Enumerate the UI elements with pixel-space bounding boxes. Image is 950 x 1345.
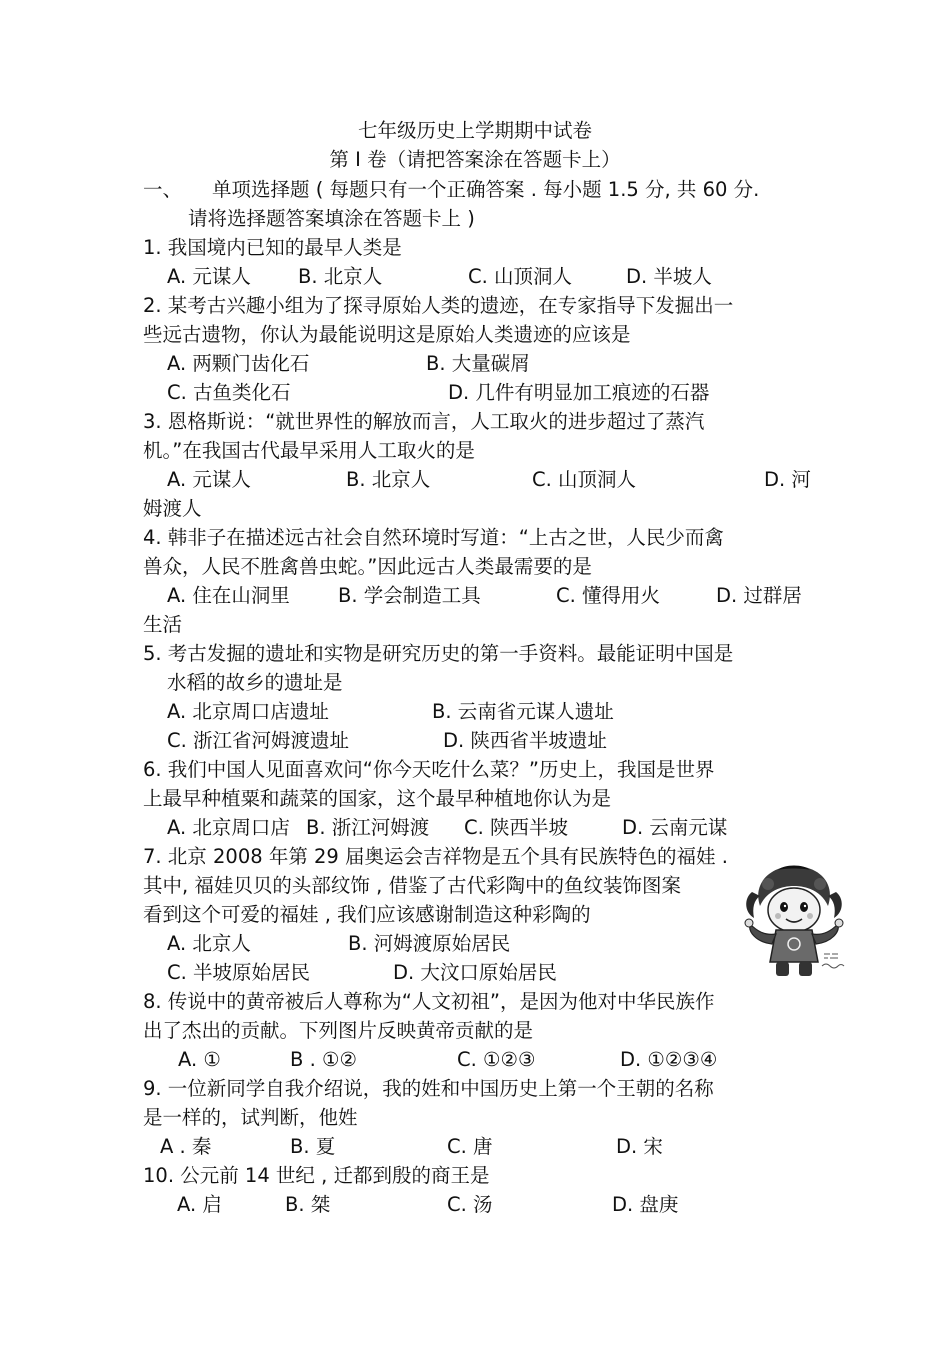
question-2-option-a: A. 两颗门齿化石	[167, 352, 310, 375]
question-3-option-d: D. 河	[764, 468, 811, 491]
question-1-option-a: A. 元谋人	[167, 265, 251, 288]
question-4-option-b: B. 学会制造工具	[338, 584, 481, 607]
question-10-option-d: D. 盘庚	[612, 1193, 679, 1216]
question-1-option-b: B. 北京人	[298, 265, 383, 288]
question-2-line-2: 些远古遗物，你认为最能说明这是原始人类遗迹的应该是	[143, 323, 631, 346]
question-10-option-b: B. 桀	[285, 1193, 331, 1216]
question-6-option-d: D. 云南元谋	[622, 816, 728, 839]
question-3-option-b: B. 北京人	[346, 468, 431, 491]
question-4-line-1: 4. 韩非子在描述远古社会自然环境时写道：“上古之世，人民少而禽	[143, 526, 724, 549]
question-7-line-3: 看到这个可爱的福娃 , 我们应该感谢制造这种彩陶的	[143, 903, 591, 926]
question-2-option-b: B. 大量碳屑	[426, 352, 530, 375]
question-3-line-2: 机。”在我国古代最早采用人工取火的是	[143, 439, 475, 462]
question-3-line-1: 3. 恩格斯说：“就世界性的解放而言，人工取火的进步超过了蒸汽	[143, 410, 705, 433]
question-8-option-b: B . ①②	[290, 1048, 357, 1071]
question-9-option-c: C. 唐	[447, 1135, 493, 1158]
question-8-line-2: 出了杰出的贡献。下列图片反映黄帝贡献的是	[143, 1019, 534, 1042]
question-8-line-1: 8. 传说中的黄帝被后人尊称为“人文初祖”，是因为他对中华民族作	[143, 990, 715, 1013]
question-9-line-2: 是一样的，试判断，他姓	[143, 1106, 358, 1129]
question-5-line-2: 水稻的故乡的遗址是	[167, 671, 343, 694]
question-5-option-d: D. 陕西省半坡遗址	[443, 729, 607, 752]
section-heading: 单项选择题 ( 每题只有一个正确答案 . 每小题 1.5 分, 共 60 分.	[212, 178, 760, 201]
question-9-option-a: A . 秦	[160, 1135, 212, 1158]
question-5-option-c: C. 浙江省河姆渡遗址	[167, 729, 350, 752]
question-4-option-a: A. 住在山洞里	[167, 584, 290, 607]
question-9-option-b: B. 夏	[290, 1135, 336, 1158]
question-7-line-1: 7. 北京 2008 年第 29 届奥运会吉祥物是五个具有民族特色的福娃 .	[143, 845, 728, 868]
question-6-option-a: A. 北京周口店	[167, 816, 290, 839]
page-subtitle: 第 I 卷（请把答案涂在答题卡上）	[329, 148, 621, 171]
question-9-line-1: 9. 一位新同学自我介绍说，我的姓和中国历史上第一个王朝的名称	[143, 1077, 714, 1100]
question-7-option-b: B. 河姆渡原始居民	[348, 932, 511, 955]
section-heading-cont: 请将选择题答案填涂在答题卡上 )	[188, 207, 475, 230]
question-3-option-a: A. 元谋人	[167, 468, 251, 491]
question-7-option-c: C. 半坡原始居民	[167, 961, 311, 984]
question-1-option-d: D. 半坡人	[626, 265, 712, 288]
question-7-option-a: A. 北京人	[167, 932, 251, 955]
question-10-text: 10. 公元前 14 世纪 , 迁都到殷的商王是	[143, 1164, 490, 1187]
question-7-option-d: D. 大汶口原始居民	[393, 961, 557, 984]
question-4-option-c: C. 懂得用火	[556, 584, 661, 607]
question-1-option-c: C. 山顶洞人	[468, 265, 573, 288]
question-3-option-d-cont: 姆渡人	[143, 497, 202, 520]
question-5-line-1: 5. 考古发掘的遗址和实物是研究历史的第一手资料。最能证明中国是	[143, 642, 734, 665]
question-2-option-d: D. 几件有明显加工痕迹的石器	[448, 381, 710, 404]
question-3-option-c: C. 山顶洞人	[532, 468, 637, 491]
section-number: 一、	[143, 178, 183, 201]
question-6-option-c: C. 陕西半坡	[464, 816, 569, 839]
question-5-option-a: A. 北京周口店遗址	[167, 700, 329, 723]
question-8-option-d: D. ①②③④	[620, 1048, 718, 1071]
question-10-option-c: C. 汤	[447, 1193, 493, 1216]
question-9-option-d: D. 宋	[616, 1135, 663, 1158]
question-8-option-a: A. ①	[178, 1048, 221, 1071]
fuwa-beibei-mascot-icon	[738, 862, 850, 984]
question-6-option-b: B. 浙江河姆渡	[306, 816, 430, 839]
question-4-line-2: 兽众，人民不胜禽兽虫蛇。”因此远古人类最需要的是	[143, 555, 592, 578]
question-4-option-d: D. 过群居	[716, 584, 802, 607]
question-6-line-2: 上最早种植粟和蔬菜的国家，这个最早种植地你认为是	[143, 787, 612, 810]
page-title: 七年级历史上学期期中试卷	[357, 119, 592, 142]
question-7-line-2: 其中, 福娃贝贝的头部纹饰 , 借鉴了古代彩陶中的鱼纹装饰图案	[143, 874, 681, 897]
question-2-line-1: 2. 某考古兴趣小组为了探寻原始人类的遗迹，在专家指导下发掘出一	[143, 294, 734, 317]
question-6-line-1: 6. 我们中国人见面喜欢问“你今天吃什么菜？”历史上，我国是世界	[143, 758, 715, 781]
question-8-option-c: C. ①②③	[457, 1048, 536, 1071]
question-1-text: 1. 我国境内已知的最早人类是	[143, 236, 402, 259]
question-5-option-b: B. 云南省元谋人遗址	[432, 700, 614, 723]
question-4-option-d-cont: 生活	[143, 613, 183, 636]
question-2-option-c: C. 古鱼类化石	[167, 381, 291, 404]
question-10-option-a: A. 启	[177, 1193, 222, 1216]
